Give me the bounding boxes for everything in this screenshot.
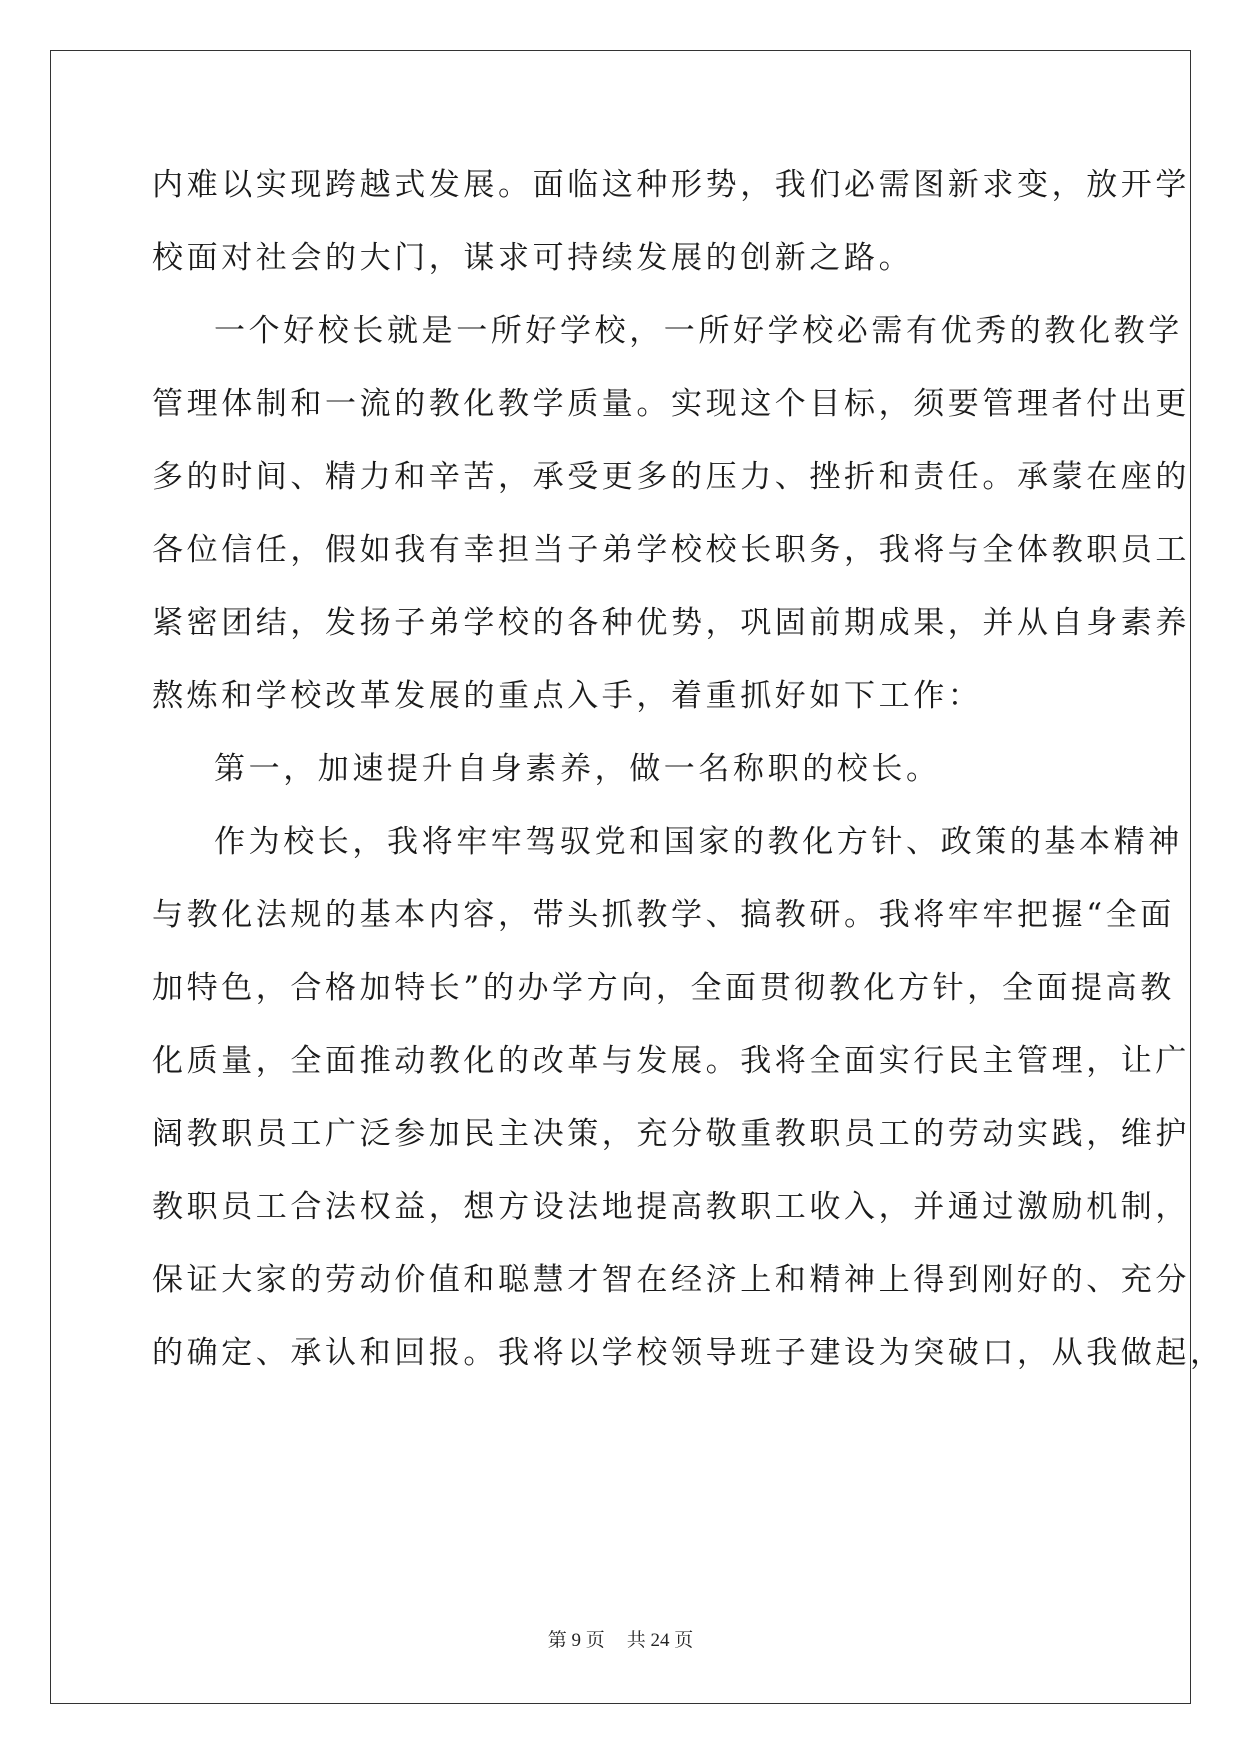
text-line: 熬炼和学校改革发展的重点入手，着重抓好如下工作： [152, 678, 983, 714]
text-line: 管理体制和一流的教化教学质量。实现这个目标，须要管理者付出更 [152, 386, 1190, 422]
text-line: 与教化法规的基本内容，带头抓教学、搞教研。我将牢牢把握“全面 [152, 897, 1175, 933]
text-line: 教职员工合法权益，想方设法地提高教职工收入，并通过激励机制， [152, 1189, 1190, 1225]
page-border [50, 50, 1191, 1704]
text-line: 阔教职员工广泛参加民主决策，充分敬重教职员工的劳动实践，维护 [152, 1116, 1190, 1152]
text-line: 加特色，合格加特长”的办学方向，全面贯彻教化方针，全面提高教 [152, 970, 1175, 1006]
paragraph-start-line: 第一，加速提升自身素养，做一名称职的校长。 [214, 751, 941, 787]
page-total: 共 24 页 [626, 1630, 694, 1651]
text-line: 化质量，全面推动教化的改革与发展。我将全面实行民主管理，让广 [152, 1043, 1190, 1079]
text-line: 校面对社会的大门，谋求可持续发展的创新之路。 [152, 240, 914, 276]
text-line: 各位信任，假如我有幸担当子弟学校校长职务，我将与全体教职员工 [152, 532, 1190, 568]
text-line: 紧密团结，发扬子弟学校的各种优势，巩固前期成果，并从自身素养 [152, 605, 1190, 641]
paragraph-start-line: 一个好校长就是一所好学校，一所好学校必需有优秀的教化教学 [214, 313, 1183, 349]
text-line: 多的时间、精力和辛苦，承受更多的压力、挫折和责任。承蒙在座的 [152, 459, 1190, 495]
paragraph-start-line: 作为校长，我将牢牢驾驭党和国家的教化方针、政策的基本精神 [214, 824, 1183, 860]
page-footer [0, 1625, 1241, 1652]
page-number: 第 9 页 [547, 1630, 605, 1651]
text-line: 保证大家的劳动价值和聪慧才智在经济上和精神上得到刚好的、充分 [152, 1262, 1190, 1298]
text-line: 内难以实现跨越式发展。面临这种形势，我们必需图新求变，放开学 [152, 167, 1190, 203]
text-line: 的确定、承认和回报。我将以学校领导班子建设为突破口，从我做起， [152, 1335, 1225, 1371]
